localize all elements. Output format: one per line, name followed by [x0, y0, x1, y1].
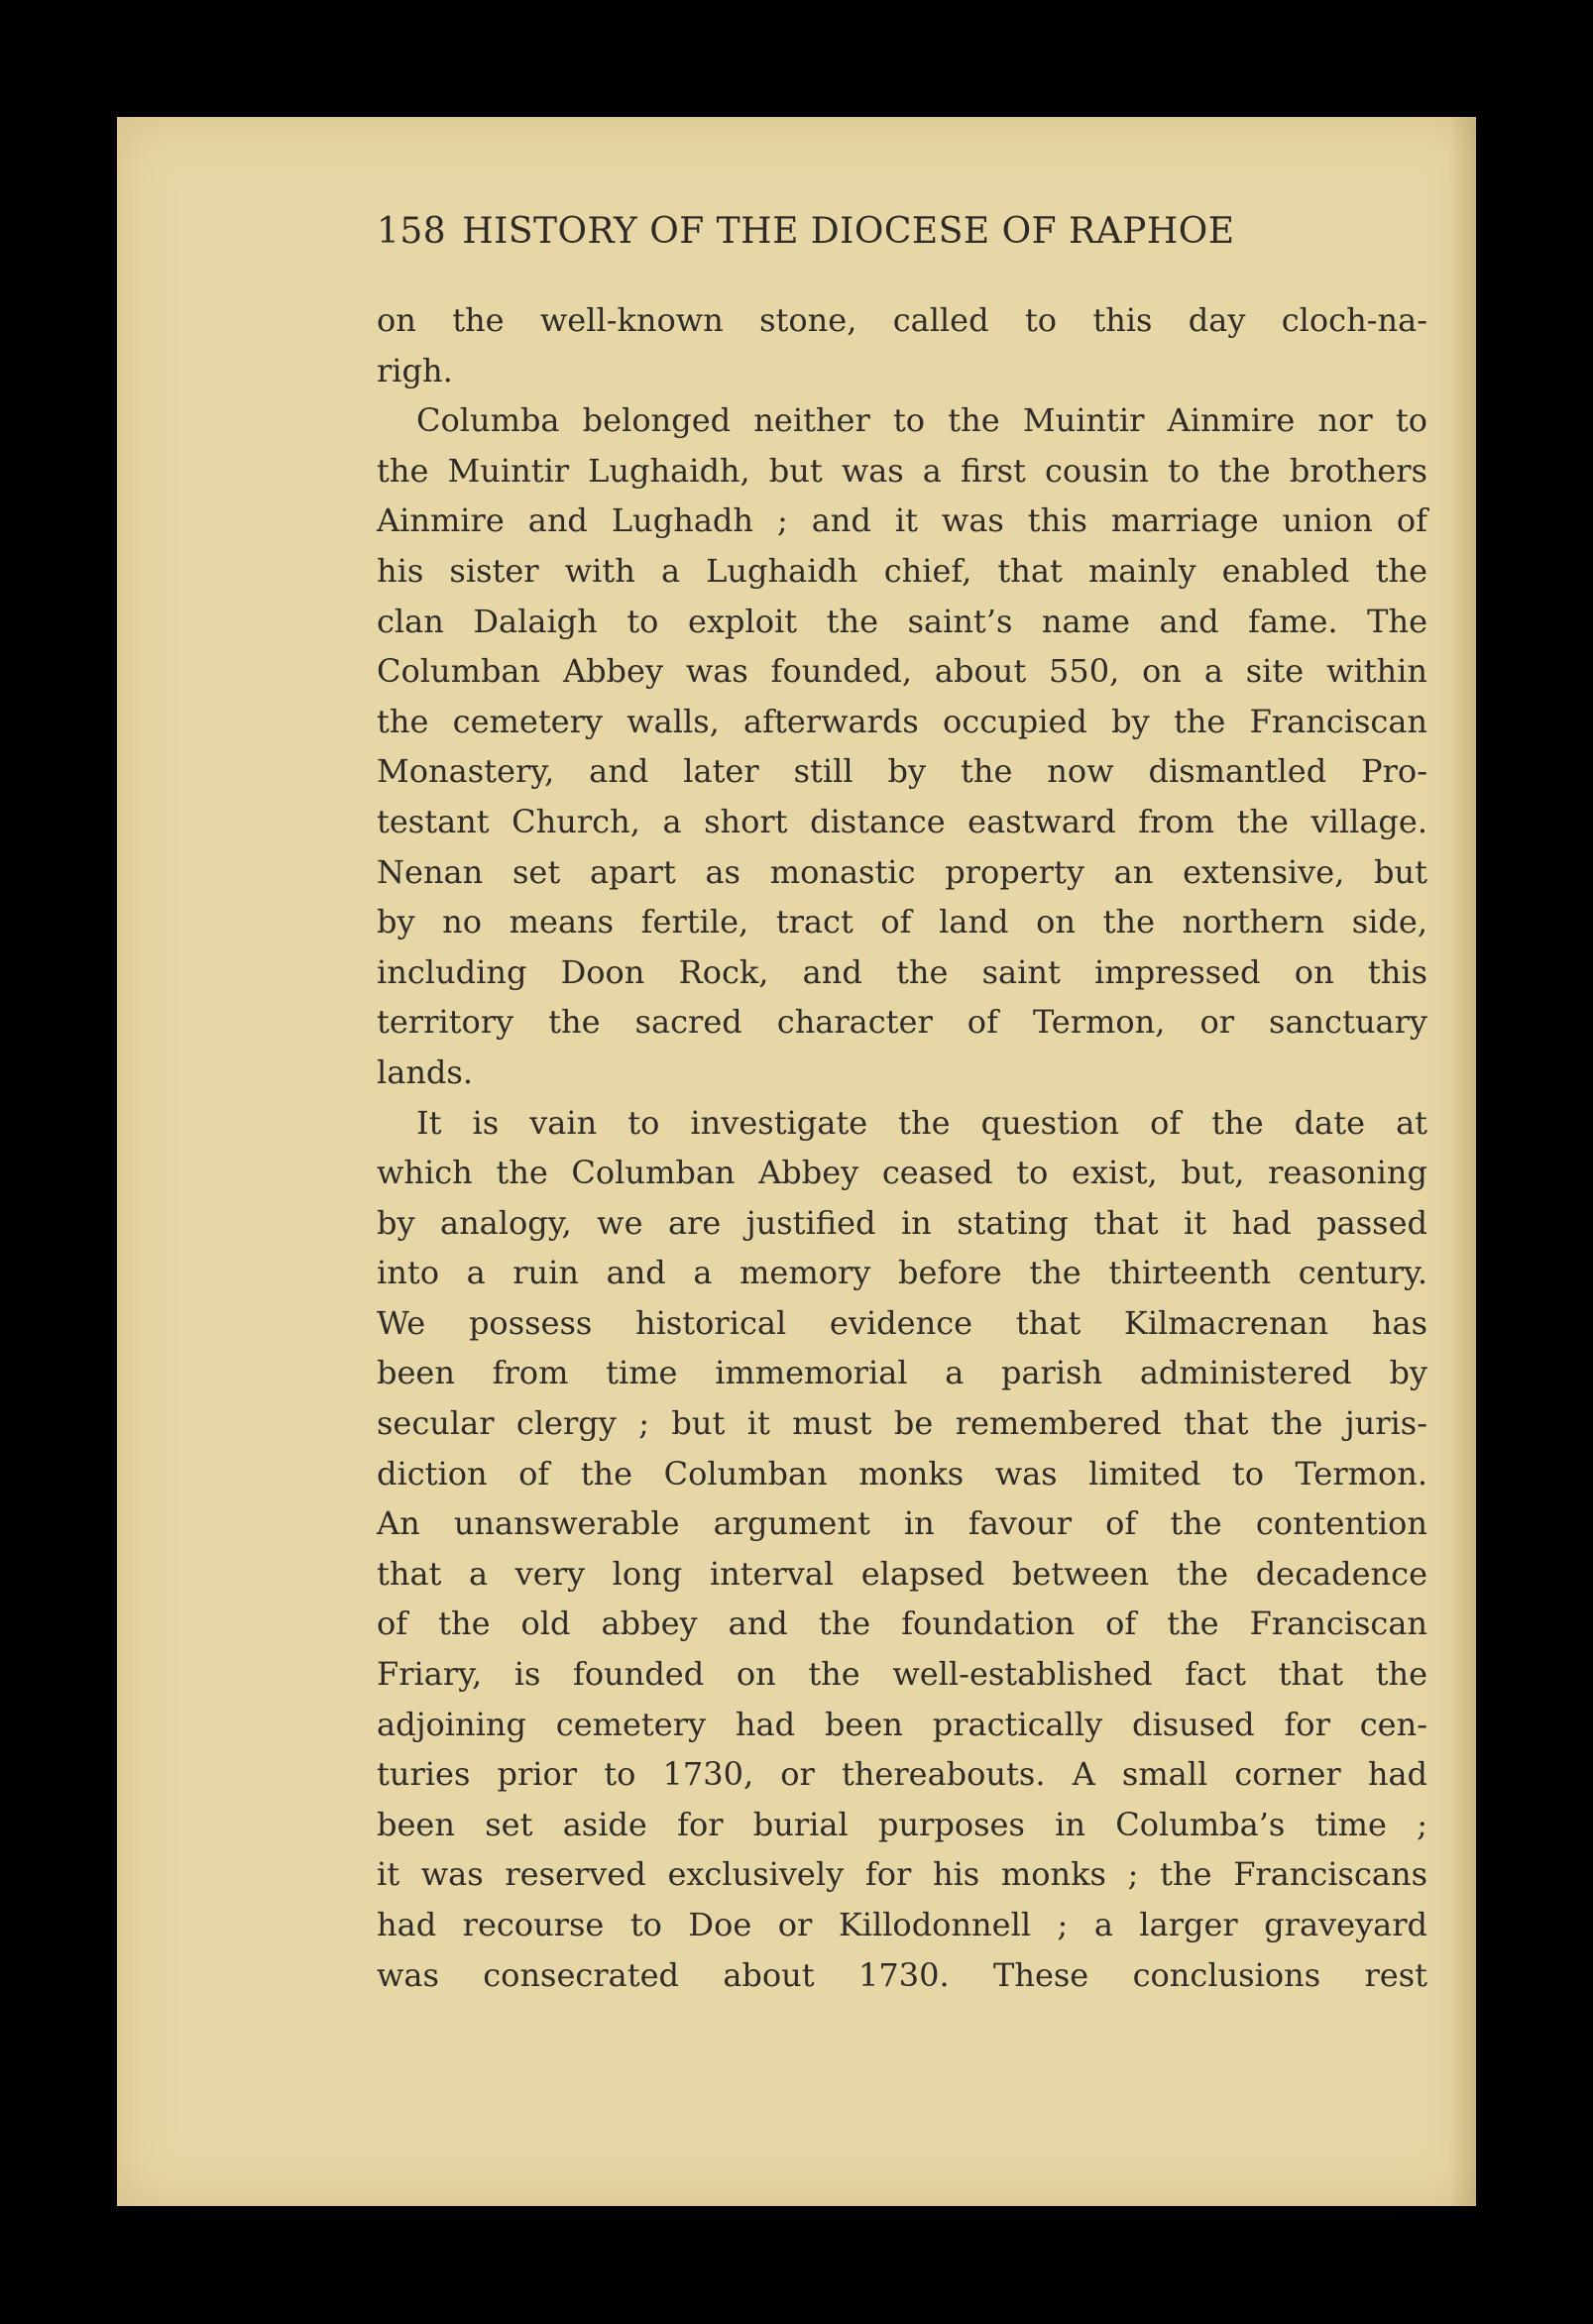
text-line: testant Church, a short distance eastward from the village. — [377, 802, 1427, 840]
text-line: been from time immemorial a parish administered by — [377, 1354, 1427, 1392]
text-line: adjoining cemetery had been practically disused for cen- — [377, 1705, 1427, 1743]
text-line: Columba belonged neither to the Muintir Ainmire nor to — [416, 401, 1427, 440]
text-line: We possess historical evidence that Kilmacrenan has — [377, 1303, 1427, 1342]
text-line: was consecrated about 1730. These conclusions rest — [377, 1955, 1427, 1994]
text-line: It is vain to investigate the question of the date at — [416, 1103, 1427, 1142]
text-line: that a very long interval elapsed between the decadence — [377, 1554, 1427, 1593]
text-line: on the well-known stone, called to this day cloch-na- — [377, 301, 1427, 339]
text-line: been set aside for burial purposes in Columba’s time ; — [377, 1805, 1427, 1843]
text-line: of the old abbey and the foundation of the Franciscan — [377, 1605, 1427, 1643]
text-line: the cemetery walls, afterwards occupied by the Franciscan — [377, 702, 1427, 740]
text-line: his sister with a Lughaidh chief, that mainly enabled the — [377, 551, 1427, 590]
text-line: lands. — [377, 1052, 473, 1091]
text-line: territory the sacred character of Termon, or sanctuary — [377, 1003, 1427, 1042]
text-line: secular clergy ; but it must be remembered that the juris- — [377, 1404, 1427, 1443]
book-page — [117, 117, 1476, 2206]
text-line: had recourse to Doe or Killodonnell ; a larger graveyard — [377, 1906, 1427, 1943]
text-line: Ainmire and Lughadh ; and it was this marriage union of — [377, 501, 1427, 540]
text-line: by no means fertile, tract of land on the northern side, — [377, 903, 1427, 941]
text-line: the Muintir Lughaidh, but was a first cousin to the brothers — [377, 451, 1427, 490]
text-line: turies prior to 1730, or thereabouts. A small corner had — [377, 1755, 1427, 1794]
text-line: diction of the Columban monks was limited to Termon. — [377, 1454, 1427, 1493]
body-text — [377, 295, 1427, 2000]
text-line: Friary, is founded on the well-established fact that the — [377, 1655, 1427, 1694]
text-line: Nenan set apart as monastic property an extensive, but — [377, 852, 1427, 891]
text-line: clan Dalaigh to exploit the saint’s name and fame. The — [377, 602, 1427, 640]
text-line: Monastery, and later still by the now dismantled Pro- — [377, 752, 1427, 791]
text-line: An unanswerable argument in favour of the contention — [377, 1504, 1427, 1543]
text-line: including Doon Rock, and the saint impressed on this — [377, 952, 1427, 991]
text-line: Columban Abbey was founded, about 550, on a site within — [377, 652, 1427, 691]
page-number: 158 — [377, 211, 447, 252]
page-edge-shadow — [1448, 117, 1476, 2206]
text-line: into a ruin and a memory before the thirteenth century. — [377, 1254, 1427, 1292]
text-line: which the Columban Abbey ceased to exist, but, reasoning — [377, 1154, 1427, 1192]
text-line: righ. — [377, 351, 453, 389]
text-line: it was reserved exclusively for his monks ; the Franciscans — [377, 1855, 1427, 1894]
running-title: HISTORY OF THE DIOCESE OF RAPHOE — [462, 211, 1235, 252]
text-line: by analogy, we are justified in stating that it had passed — [377, 1203, 1427, 1242]
running-head — [377, 211, 1408, 252]
